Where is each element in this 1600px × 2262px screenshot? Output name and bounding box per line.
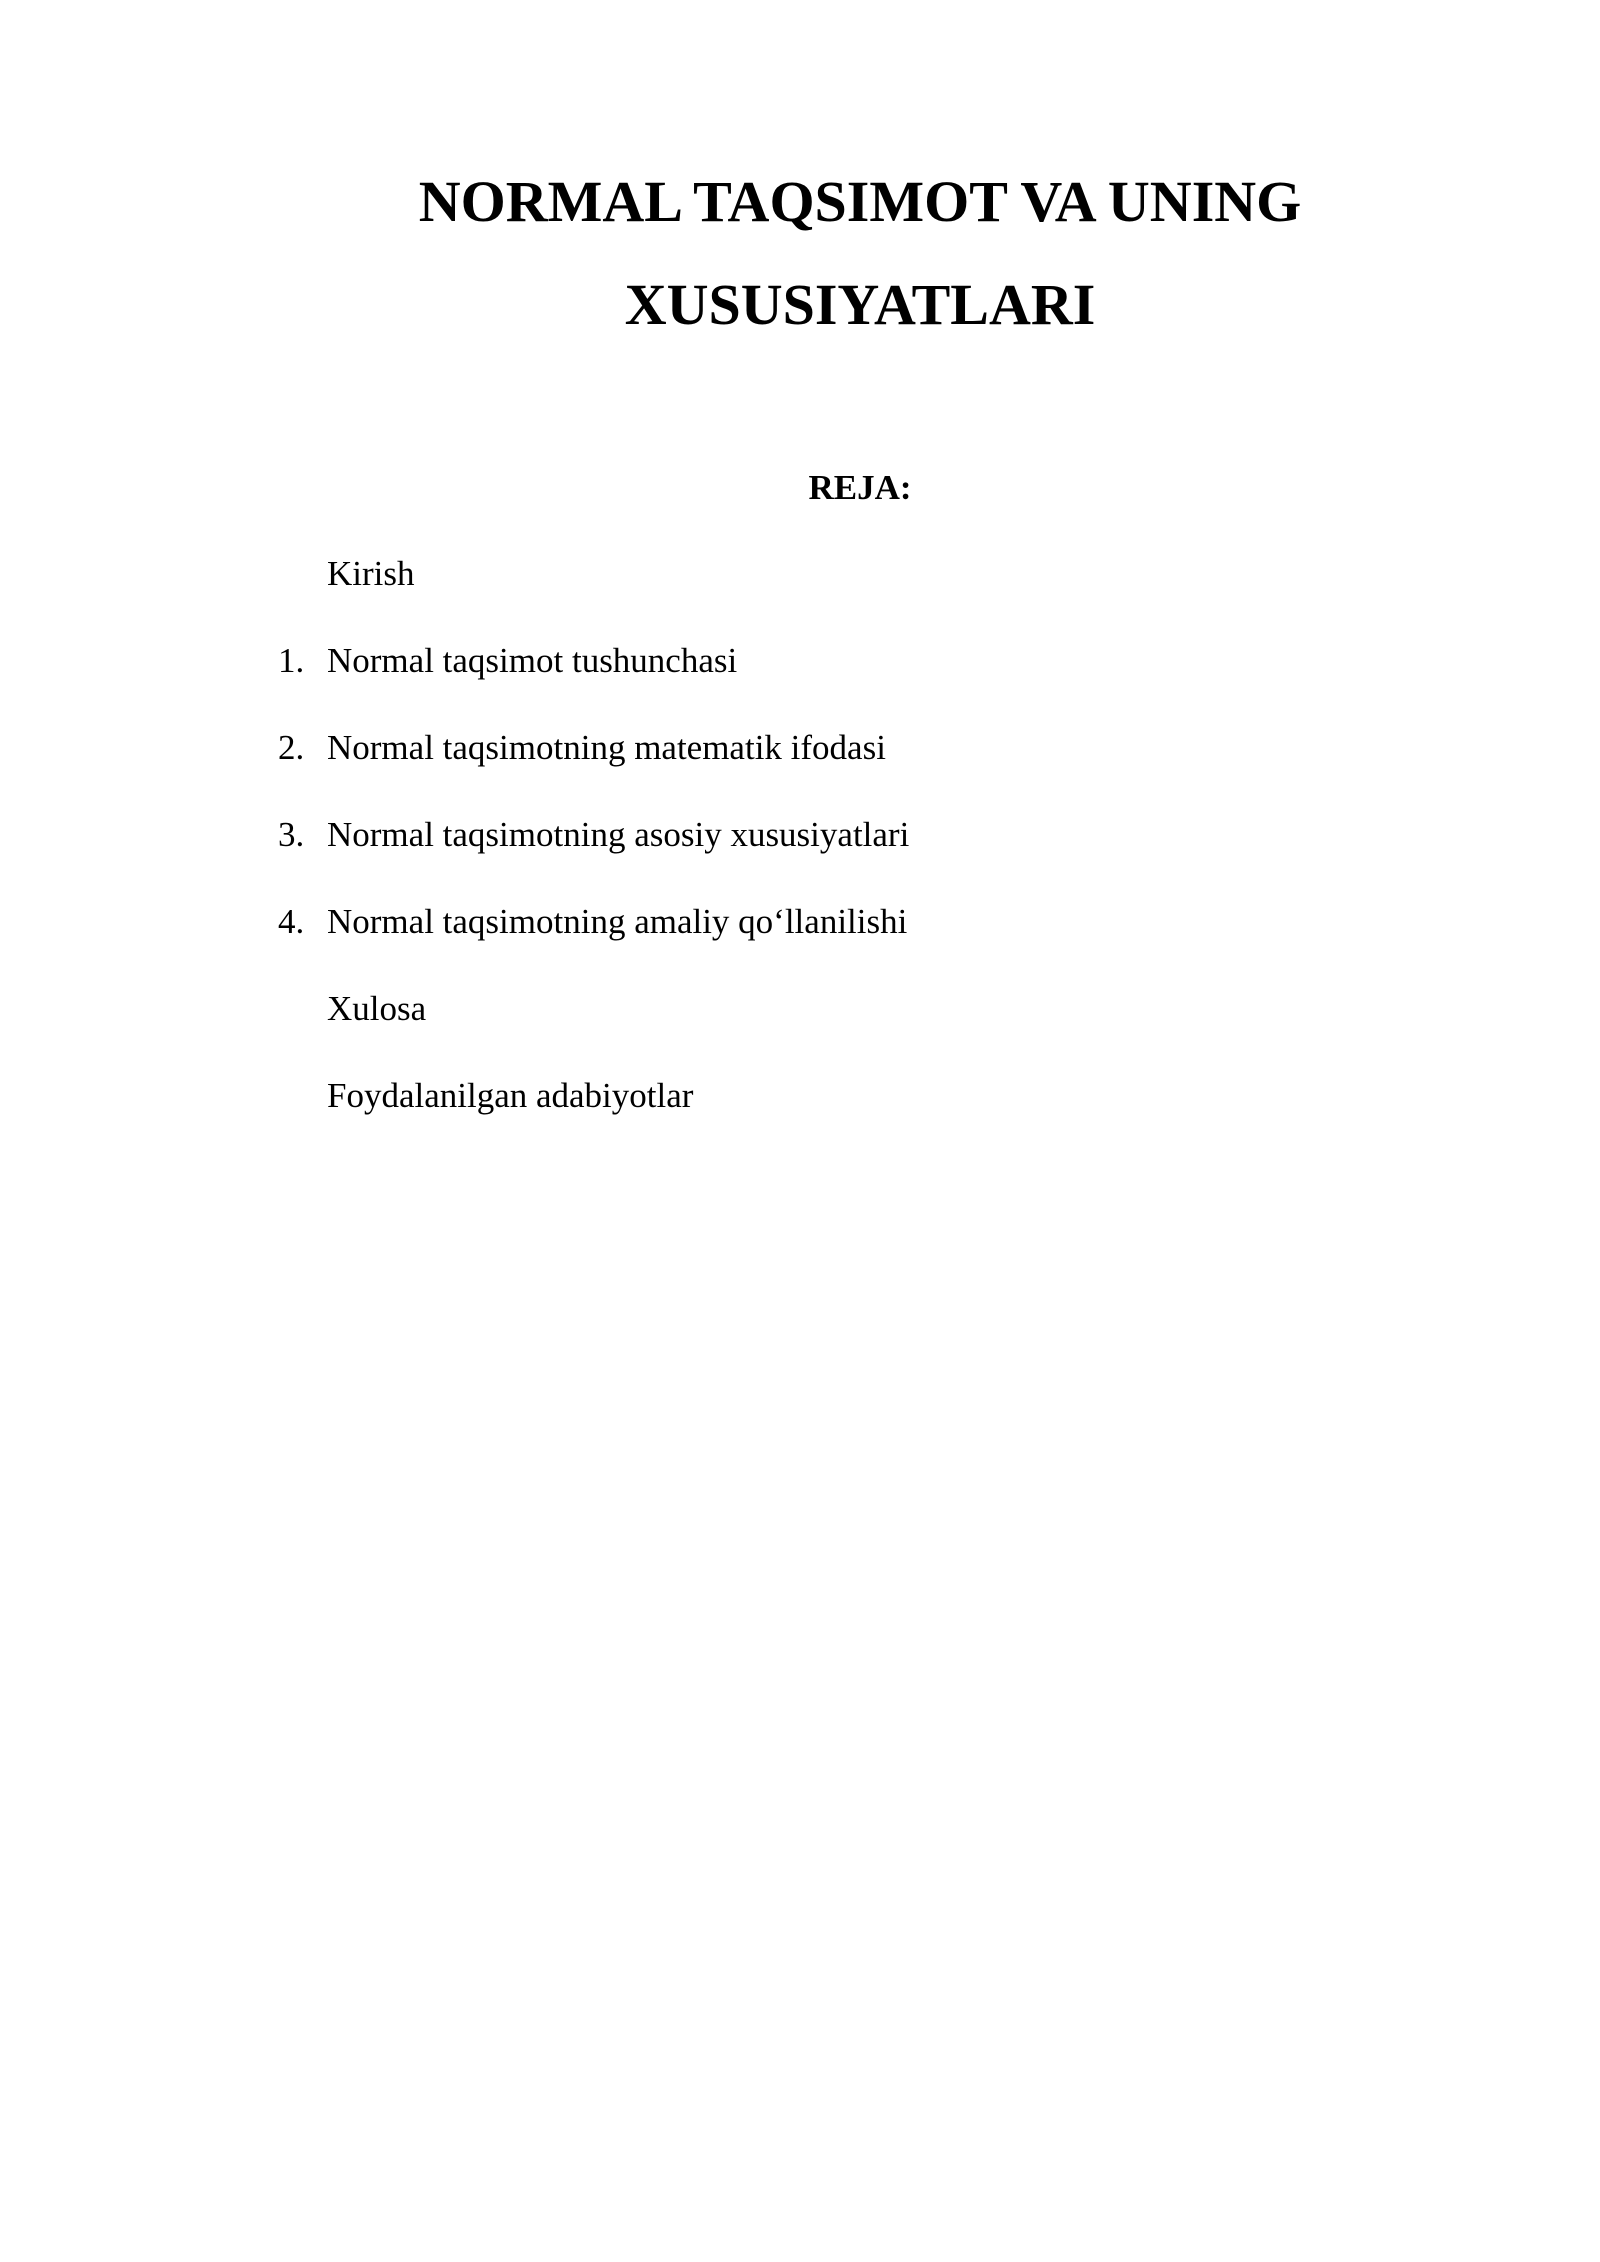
plan-item-text: Xulosa [327, 989, 427, 1028]
plan-item-number: 3. [278, 815, 305, 854]
plan-item-references [0, 1070, 1600, 1157]
plan-item-number: 2. [278, 728, 305, 767]
plan-item-3 [0, 809, 1600, 896]
plan-item-4 [0, 896, 1600, 983]
document-title-line-1: NORMAL TAQSIMOT VA UNING [418, 169, 1302, 234]
plan-item-text: Foydalanilgan adabiyotlar [327, 1076, 694, 1115]
document-title [330, 150, 1390, 356]
plan-item-text: Kirish [327, 554, 415, 593]
plan-item-1 [0, 635, 1600, 722]
plan-item-intro [0, 548, 1600, 635]
plan-item-2 [0, 722, 1600, 809]
document-title-line-2: XUSUSIYATLARI [624, 272, 1096, 337]
plan-heading: REJA: [808, 468, 912, 507]
plan-item-number: 1. [278, 641, 305, 680]
plan-item-text: Normal taqsimotning amaliy qo‘llanilishi [327, 902, 908, 941]
plan-item-text: Normal taqsimotning asosiy xususiyatlari [327, 815, 910, 854]
plan-item-text: Normal taqsimot tushunchasi [327, 641, 738, 680]
plan-item-number: 4. [278, 902, 305, 941]
plan-item-conclusion [0, 983, 1600, 1070]
plan-list [0, 548, 1600, 1157]
plan-item-text: Normal taqsimotning matematik ifodasi [327, 728, 886, 767]
